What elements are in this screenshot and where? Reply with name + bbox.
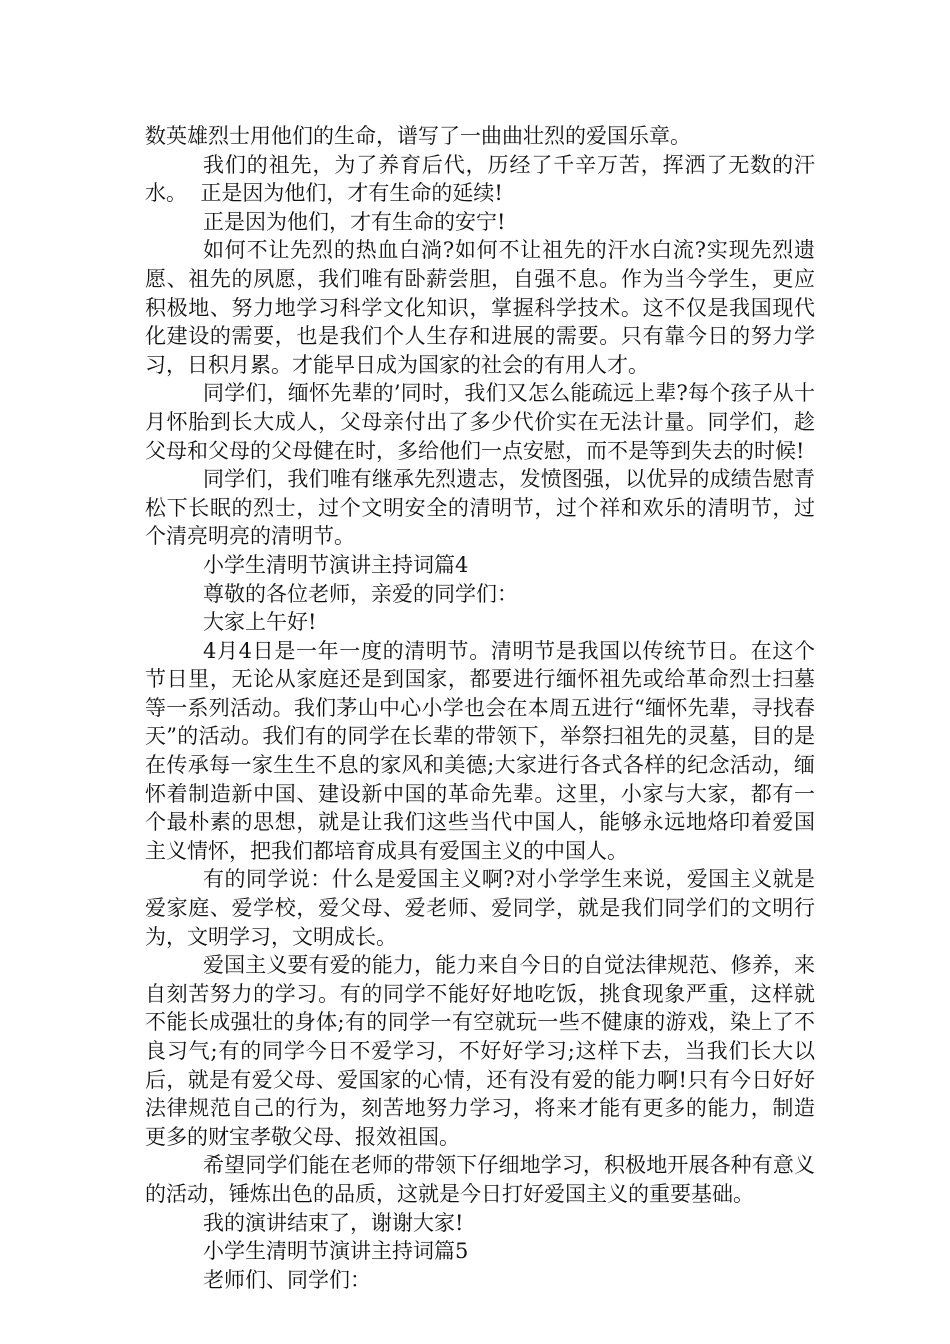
salutation: 尊敬的各位老师，亲爱的同学们： — [203, 581, 518, 606]
paragraph: 4月4日是一年一度的清明节。清明节是我国以传统节日。在这个节日里，无论从家庭还是到国家，都要进行缅怀祖先或给革命烈士扫墓等一系列活动。我们茅山中心小学也会在本周五进行“缅怀先辈，寻找春天”的活动。我们有的同学在长辈的带领下，举祭扫祖先的灵墓，目的是在传承每一家生生不息的家风和美德;大家进行各式各样的纪念活动，缅怀着制造新中国、建设新中国的革命先辈。这里，小家与大家，都有一个最朴素的思想，就是让我们这些当代中国人，能够永远地烙印着爱国主义情怀，把我们都培育成具有爱国主义的中国人。 — [145, 638, 815, 863]
section-heading: 小学生清明节演讲主持词篇4 — [203, 552, 469, 577]
paragraph: 爱国主义要有爱的能力，能力来自今日的自觉法律规范、修养，来自刻苦努力的学习。有的同学不能好好地吃饭，挑食现象严重，这样就不能长成强壮的身体;有的同学一有空就玩一些不健康的游戏，染上了不良习气;有的同学今日不爱学习，不好好学习;这样下去，当我们长大以后，就是有爱父母、爱国家的心情，还有没有爱的能力啊!只有今日好好法律规范自己的行为，刻苦地努力学习，将来才能有更多的能力，制造更多的财宝孝敬父母、报效祖国。 — [145, 953, 815, 1149]
closing-line: 我的演讲结束了，谢谢大家! — [203, 1210, 464, 1235]
section-heading: 小学生清明节演讲主持词篇5 — [203, 1239, 469, 1264]
paragraph: 我们的祖先，为了养育后代，历经了千辛万苦，挥洒了无数的汗水。 正是因为他们，才有生命的延续! — [145, 152, 815, 206]
paragraph: 同学们，我们唯有继承先烈遗志，发愤图强，以优异的成绩告慰青松下长眠的烈士，过个文明安全的清明节，过个祥和欢乐的清明节，过个清亮明亮的清明节。 — [145, 467, 815, 549]
salutation: 老师们、同学们： — [203, 1267, 371, 1292]
document-body — [145, 122, 815, 1294]
paragraph: 正是因为他们，才有生命的安宁! — [203, 209, 506, 234]
greeting: 大家上午好! — [203, 610, 317, 635]
paragraph: 有的同学说：什么是爱国主义啊?对小学学生来说，爱国主义就是爱家庭、爱学校，爱父母、爱老师、爱同学，就是我们同学们的文明行为，文明学习，文明成长。 — [145, 867, 815, 949]
paragraph: 数英雄烈士用他们的生命，谱写了一曲曲壮烈的爱国乐章。 — [145, 124, 691, 148]
paragraph: 同学们，缅怀先辈的’同时，我们又怎么能疏远上辈?每个孩子从十月怀胎到长大成人，父母亲付出了多少代价实在无法计量。同学们，趁父母和父母的父母健在时，多给他们一点安慰，而不是等到失去的时候! — [145, 381, 815, 463]
paragraph: 如何不让先烈的热血白淌?如何不让祖先的汗水白流?实现先烈遗愿、祖先的夙愿，我们唯有卧薪尝胆，自强不息。作为当今学生，更应积极地、努力地学习科学文化知识，掌握科学技术。这不仅是我国现代化建设的需要，也是我们个人生存和进展的需要。只有靠今日的努力学习，日积月累。才能早日成为国家的社会的有用人才。 — [145, 238, 815, 377]
paragraph: 希望同学们能在老师的带领下仔细地学习，积极地开展各种有意义的活动，锤炼出色的品质，这就是今日打好爱国主义的重要基础。 — [145, 1153, 815, 1206]
